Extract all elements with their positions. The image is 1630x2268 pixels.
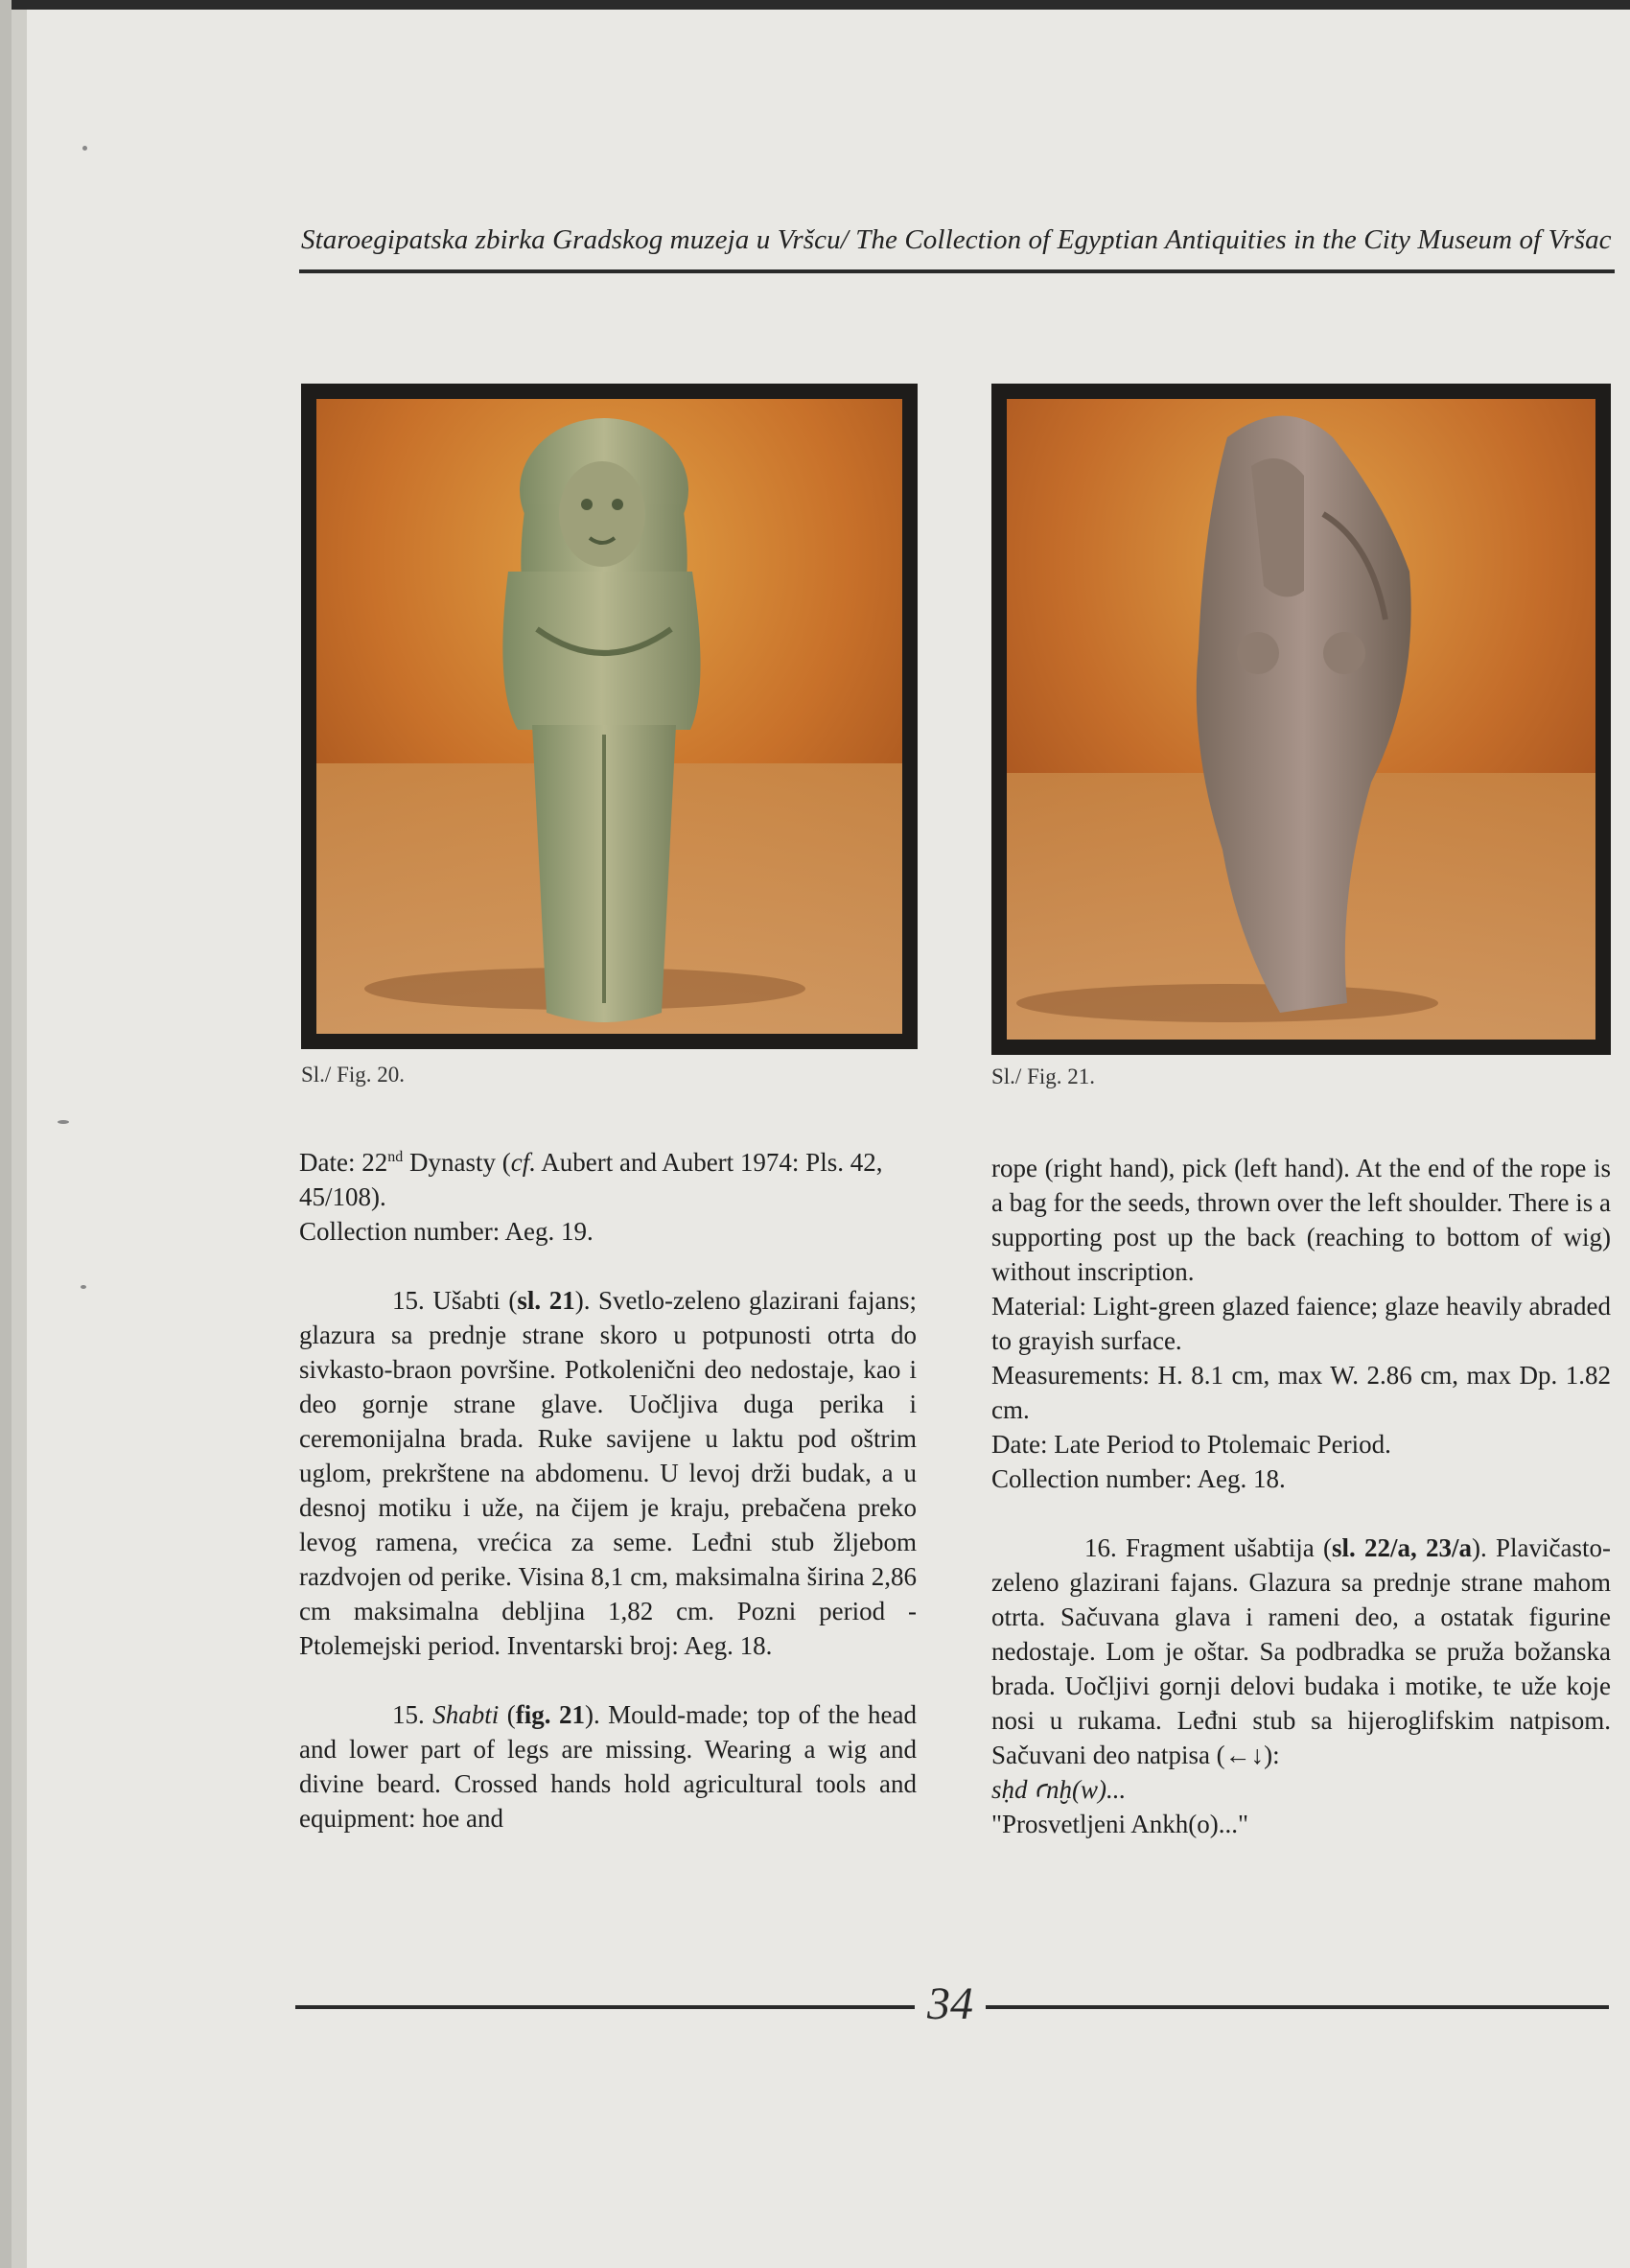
translation: "Prosvetljeni Ankh(o)..." bbox=[991, 1810, 1249, 1838]
scan-top-edge bbox=[0, 0, 1630, 10]
figure-reference: sl. 22/a, 23/a bbox=[1331, 1533, 1473, 1562]
page-number: 34 bbox=[927, 1978, 973, 2029]
entry-lead: 16. Fragment ušabtija ( bbox=[1084, 1533, 1332, 1562]
scan-speck bbox=[82, 146, 87, 151]
entry-15-continuation: rope (right hand), pick (left hand). At the end of the rope is a bag for the seeds, thrown over the left shoulder. There is a supporting post up the back (reaching to bottom of wig) without inscription. bbox=[991, 1154, 1611, 1286]
scan-speck bbox=[81, 1285, 86, 1289]
figure-21-photo bbox=[991, 384, 1611, 1055]
measurements-line: Measurements: H. 8.1 cm, max W. 2.86 cm, max Dp. 1.82 cm. bbox=[991, 1361, 1611, 1424]
cf-abbrev: cf. bbox=[510, 1148, 536, 1177]
date-text: Date: 22 bbox=[299, 1148, 388, 1177]
transliteration-text: sḥd ꜥnḫ(w)... bbox=[991, 1775, 1127, 1804]
shabti-figurine-image bbox=[316, 399, 902, 1034]
shabti-figurine-image bbox=[1007, 399, 1595, 1040]
date-reference: Aubert and Aubert 1974: Pls. 42, 45/108). bbox=[299, 1148, 883, 1211]
entry-text: ). Plavičasto-zeleno glazirani fajans. Glazura sa prednje strane mahom otrta. Sačuvana glava i rameni deo, a ostatak figurine nedostaje. Lom je oštar. Sa podbradka se pruža božanska brada. Uočljivi gornji delovi budaka i motike, te uže koje nosi u rukama. Leđni stub sa hijeroglifskim natpisom. Sačuvani deo natpisa (←↓): bbox=[991, 1533, 1612, 1769]
entry-lead: 15. bbox=[392, 1700, 433, 1729]
left-column bbox=[299, 1145, 917, 1835]
material-line: Material: Light-green glazed faience; glaze heavily abraded to grayish surface. bbox=[991, 1292, 1611, 1355]
entry-title: Shabti bbox=[432, 1700, 500, 1729]
transliteration bbox=[991, 1772, 1611, 1807]
collection-number: Collection number: Aeg. 19. bbox=[299, 1217, 594, 1246]
scan-left-shadow bbox=[12, 10, 27, 2268]
scan-left-edge bbox=[0, 0, 12, 2268]
footer-rule-right bbox=[986, 2005, 1609, 2009]
figure-20-photo bbox=[301, 384, 918, 1049]
entry-text: ). Mould-made; top of the head and lower part of legs are missing. Wearing a wig and divine beard. Crossed hands hold agricultural tools and equipment: hoe and bbox=[299, 1700, 917, 1833]
figure-21-caption: Sl./ Fig. 21. bbox=[991, 1064, 1096, 1088]
entry-15-english bbox=[299, 1697, 917, 1835]
figure-reference: sl. 21 bbox=[517, 1286, 575, 1315]
page bbox=[27, 10, 1630, 2268]
date-line: Date: Late Period to Ptolemaic Period. bbox=[991, 1430, 1391, 1459]
entry-lead: 15. Ušabti ( bbox=[392, 1286, 518, 1315]
scan-speck bbox=[58, 1120, 69, 1124]
entry-lead: ( bbox=[499, 1700, 516, 1729]
footer-rule-left bbox=[295, 2005, 915, 2009]
date-text: Dynasty ( bbox=[403, 1148, 511, 1177]
date-line bbox=[299, 1145, 917, 1214]
entry-text: ). Svetlo-zeleno glazirani fajans; glazura sa prednje strane skoro u potpunosti otrta do sivkasto-braon površine. Potkolenični deo nedostaje, kao i deo gornje strane glave. Uočljiva duga perika i ceremonijalna brada. Ruke savijene u laktu pod oštrim uglom, prekrštene na abdomenu. U levoj drži budak, a u desnoj motiku i uže, na čijem je kraju, prebačena preko levog ramena, vrećica za seme. Leđni stub žljebom razdvojen od perike. Visina 8,1 cm, maksimalna širina 2,86 cm maksimalna debljina 1,82 cm. Pozni period - Ptolemejski period. Inventarski broj: Aeg. 18. bbox=[299, 1286, 918, 1660]
header-rule bbox=[299, 269, 1615, 273]
figure-20-caption: Sl./ Fig. 20. bbox=[301, 1063, 406, 1087]
entry-15-serbian bbox=[299, 1283, 917, 1663]
figure-reference: fig. 21 bbox=[515, 1700, 585, 1729]
running-header: Staroegipatska zbirka Gradskog muzeja u Vršcu/ The Collection of Egyptian Antiquities in the City Museum of Vršac bbox=[301, 224, 1612, 255]
entry-16-serbian bbox=[991, 1531, 1611, 1772]
collection-number: Collection number: Aeg. 18. bbox=[991, 1464, 1286, 1493]
ordinal-suffix: nd bbox=[387, 1149, 404, 1165]
right-column bbox=[991, 1151, 1611, 1841]
